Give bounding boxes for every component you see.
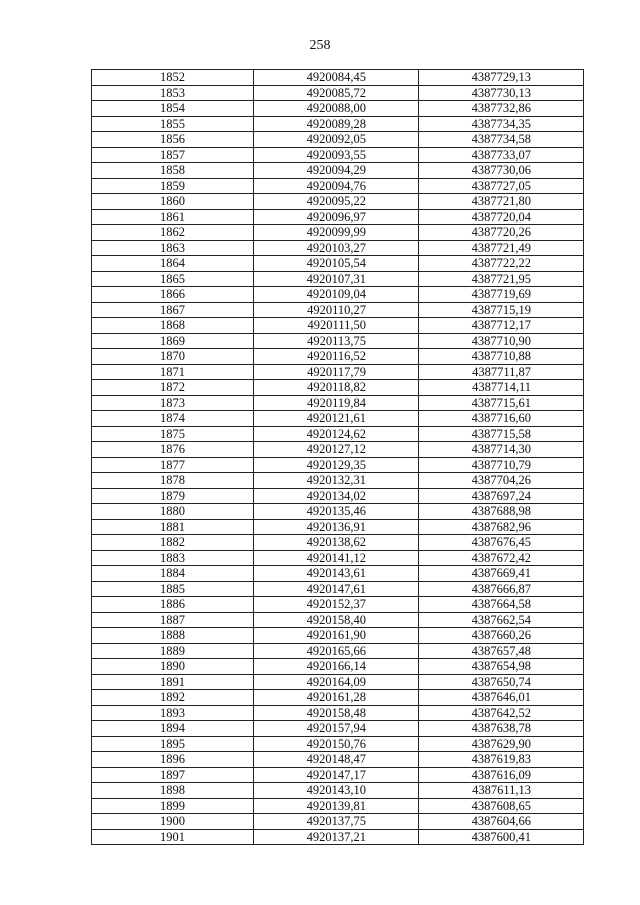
coordinates-table xyxy=(91,69,584,845)
y-coordinate-cell: 4387720,26 xyxy=(419,225,584,241)
point-number-cell: 1864 xyxy=(92,256,254,272)
y-coordinate-cell: 4387719,69 xyxy=(419,287,584,303)
y-coordinate-cell: 4387729,13 xyxy=(419,70,584,86)
point-number-cell: 1881 xyxy=(92,519,254,535)
x-coordinate-cell: 4920107,31 xyxy=(254,271,419,287)
point-number-cell: 1883 xyxy=(92,550,254,566)
point-number-cell: 1865 xyxy=(92,271,254,287)
point-number-cell: 1857 xyxy=(92,147,254,163)
point-number-cell: 1876 xyxy=(92,442,254,458)
x-coordinate-cell: 4920164,09 xyxy=(254,674,419,690)
x-coordinate-cell: 4920150,76 xyxy=(254,736,419,752)
x-coordinate-cell: 4920094,29 xyxy=(254,163,419,179)
x-coordinate-cell: 4920121,61 xyxy=(254,411,419,427)
x-coordinate-cell: 4920109,04 xyxy=(254,287,419,303)
y-coordinate-cell: 4387710,79 xyxy=(419,457,584,473)
table-row xyxy=(92,442,584,458)
x-coordinate-cell: 4920093,55 xyxy=(254,147,419,163)
point-number-cell: 1862 xyxy=(92,225,254,241)
x-coordinate-cell: 4920092,05 xyxy=(254,132,419,148)
x-coordinate-cell: 4920137,21 xyxy=(254,829,419,845)
x-coordinate-cell: 4920134,02 xyxy=(254,488,419,504)
point-number-cell: 1880 xyxy=(92,504,254,520)
table-row xyxy=(92,240,584,256)
table-row xyxy=(92,302,584,318)
point-number-cell: 1874 xyxy=(92,411,254,427)
point-number-cell: 1873 xyxy=(92,395,254,411)
point-number-cell: 1893 xyxy=(92,705,254,721)
y-coordinate-cell: 4387682,96 xyxy=(419,519,584,535)
y-coordinate-cell: 4387704,26 xyxy=(419,473,584,489)
point-number-cell: 1869 xyxy=(92,333,254,349)
page-number: 258 xyxy=(309,38,331,53)
point-number-cell: 1853 xyxy=(92,85,254,101)
x-coordinate-cell: 4920161,28 xyxy=(254,690,419,706)
y-coordinate-cell: 4387721,80 xyxy=(419,194,584,210)
y-coordinate-cell: 4387672,42 xyxy=(419,550,584,566)
y-coordinate-cell: 4387721,95 xyxy=(419,271,584,287)
y-coordinate-cell: 4387642,52 xyxy=(419,705,584,721)
y-coordinate-cell: 4387629,90 xyxy=(419,736,584,752)
point-number-cell: 1878 xyxy=(92,473,254,489)
table-row xyxy=(92,349,584,365)
y-coordinate-cell: 4387721,49 xyxy=(419,240,584,256)
point-number-cell: 1889 xyxy=(92,643,254,659)
x-coordinate-cell: 4920161,90 xyxy=(254,628,419,644)
x-coordinate-cell: 4920116,52 xyxy=(254,349,419,365)
y-coordinate-cell: 4387666,87 xyxy=(419,581,584,597)
table-row xyxy=(92,783,584,799)
table-row xyxy=(92,395,584,411)
x-coordinate-cell: 4920141,12 xyxy=(254,550,419,566)
x-coordinate-cell: 4920143,61 xyxy=(254,566,419,582)
x-coordinate-cell: 4920094,76 xyxy=(254,178,419,194)
y-coordinate-cell: 4387619,83 xyxy=(419,752,584,768)
y-coordinate-cell: 4387608,65 xyxy=(419,798,584,814)
y-coordinate-cell: 4387600,41 xyxy=(419,829,584,845)
x-coordinate-cell: 4920096,97 xyxy=(254,209,419,225)
table-row xyxy=(92,194,584,210)
y-coordinate-cell: 4387730,13 xyxy=(419,85,584,101)
x-coordinate-cell: 4920103,27 xyxy=(254,240,419,256)
table-row xyxy=(92,736,584,752)
point-number-cell: 1852 xyxy=(92,70,254,86)
y-coordinate-cell: 4387711,87 xyxy=(419,364,584,380)
table-row xyxy=(92,597,584,613)
x-coordinate-cell: 4920105,54 xyxy=(254,256,419,272)
table-row xyxy=(92,504,584,520)
y-coordinate-cell: 4387710,90 xyxy=(419,333,584,349)
x-coordinate-cell: 4920135,46 xyxy=(254,504,419,520)
point-number-cell: 1882 xyxy=(92,535,254,551)
table-row xyxy=(92,380,584,396)
y-coordinate-cell: 4387657,48 xyxy=(419,643,584,659)
x-coordinate-cell: 4920110,27 xyxy=(254,302,419,318)
point-number-cell: 1863 xyxy=(92,240,254,256)
point-number-cell: 1875 xyxy=(92,426,254,442)
table-row xyxy=(92,535,584,551)
table-row xyxy=(92,147,584,163)
point-number-cell: 1898 xyxy=(92,783,254,799)
x-coordinate-cell: 4920158,48 xyxy=(254,705,419,721)
table-row xyxy=(92,674,584,690)
y-coordinate-cell: 4387669,41 xyxy=(419,566,584,582)
y-coordinate-cell: 4387616,09 xyxy=(419,767,584,783)
table-row xyxy=(92,519,584,535)
table-row xyxy=(92,426,584,442)
point-number-cell: 1884 xyxy=(92,566,254,582)
table-row xyxy=(92,829,584,845)
y-coordinate-cell: 4387688,98 xyxy=(419,504,584,520)
x-coordinate-cell: 4920095,22 xyxy=(254,194,419,210)
point-number-cell: 1858 xyxy=(92,163,254,179)
table-row xyxy=(92,690,584,706)
table-row xyxy=(92,333,584,349)
y-coordinate-cell: 4387712,17 xyxy=(419,318,584,334)
point-number-cell: 1895 xyxy=(92,736,254,752)
table-row xyxy=(92,612,584,628)
x-coordinate-cell: 4920152,37 xyxy=(254,597,419,613)
table-row xyxy=(92,721,584,737)
y-coordinate-cell: 4387604,66 xyxy=(419,814,584,830)
x-coordinate-cell: 4920099,99 xyxy=(254,225,419,241)
x-coordinate-cell: 4920111,50 xyxy=(254,318,419,334)
x-coordinate-cell: 4920138,62 xyxy=(254,535,419,551)
table-row xyxy=(92,225,584,241)
y-coordinate-cell: 4387733,07 xyxy=(419,147,584,163)
y-coordinate-cell: 4387715,61 xyxy=(419,395,584,411)
point-number-cell: 1877 xyxy=(92,457,254,473)
table-row xyxy=(92,364,584,380)
point-number-cell: 1872 xyxy=(92,380,254,396)
x-coordinate-cell: 4920139,81 xyxy=(254,798,419,814)
table-row xyxy=(92,101,584,117)
table-row xyxy=(92,411,584,427)
table-row xyxy=(92,659,584,675)
x-coordinate-cell: 4920158,40 xyxy=(254,612,419,628)
table-row xyxy=(92,271,584,287)
point-number-cell: 1885 xyxy=(92,581,254,597)
table-row xyxy=(92,178,584,194)
y-coordinate-cell: 4387715,58 xyxy=(419,426,584,442)
y-coordinate-cell: 4387611,13 xyxy=(419,783,584,799)
table-row xyxy=(92,473,584,489)
x-coordinate-cell: 4920088,00 xyxy=(254,101,419,117)
point-number-cell: 1894 xyxy=(92,721,254,737)
y-coordinate-cell: 4387722,22 xyxy=(419,256,584,272)
y-coordinate-cell: 4387732,86 xyxy=(419,101,584,117)
point-number-cell: 1900 xyxy=(92,814,254,830)
table-row xyxy=(92,550,584,566)
y-coordinate-cell: 4387654,98 xyxy=(419,659,584,675)
point-number-cell: 1860 xyxy=(92,194,254,210)
table-row xyxy=(92,70,584,86)
x-coordinate-cell: 4920148,47 xyxy=(254,752,419,768)
table-row xyxy=(92,705,584,721)
x-coordinate-cell: 4920147,17 xyxy=(254,767,419,783)
point-number-cell: 1855 xyxy=(92,116,254,132)
point-number-cell: 1892 xyxy=(92,690,254,706)
point-number-cell: 1854 xyxy=(92,101,254,117)
x-coordinate-cell: 4920166,14 xyxy=(254,659,419,675)
point-number-cell: 1859 xyxy=(92,178,254,194)
y-coordinate-cell: 4387660,26 xyxy=(419,628,584,644)
point-number-cell: 1896 xyxy=(92,752,254,768)
point-number-cell: 1868 xyxy=(92,318,254,334)
point-number-cell: 1901 xyxy=(92,829,254,845)
y-coordinate-cell: 4387734,35 xyxy=(419,116,584,132)
point-number-cell: 1861 xyxy=(92,209,254,225)
x-coordinate-cell: 4920118,82 xyxy=(254,380,419,396)
y-coordinate-cell: 4387715,19 xyxy=(419,302,584,318)
y-coordinate-cell: 4387646,01 xyxy=(419,690,584,706)
table-row xyxy=(92,85,584,101)
y-coordinate-cell: 4387710,88 xyxy=(419,349,584,365)
table-row xyxy=(92,628,584,644)
point-number-cell: 1867 xyxy=(92,302,254,318)
y-coordinate-cell: 4387734,58 xyxy=(419,132,584,148)
x-coordinate-cell: 4920147,61 xyxy=(254,581,419,597)
y-coordinate-cell: 4387720,04 xyxy=(419,209,584,225)
x-coordinate-cell: 4920129,35 xyxy=(254,457,419,473)
x-coordinate-cell: 4920119,84 xyxy=(254,395,419,411)
x-coordinate-cell: 4920127,12 xyxy=(254,442,419,458)
point-number-cell: 1897 xyxy=(92,767,254,783)
point-number-cell: 1879 xyxy=(92,488,254,504)
table-row xyxy=(92,767,584,783)
table-row xyxy=(92,318,584,334)
y-coordinate-cell: 4387650,74 xyxy=(419,674,584,690)
table-row xyxy=(92,132,584,148)
table-row xyxy=(92,566,584,582)
table-row xyxy=(92,798,584,814)
table-row xyxy=(92,581,584,597)
table-row xyxy=(92,643,584,659)
y-coordinate-cell: 4387714,30 xyxy=(419,442,584,458)
table-row xyxy=(92,488,584,504)
x-coordinate-cell: 4920085,72 xyxy=(254,85,419,101)
x-coordinate-cell: 4920124,62 xyxy=(254,426,419,442)
y-coordinate-cell: 4387716,60 xyxy=(419,411,584,427)
x-coordinate-cell: 4920084,45 xyxy=(254,70,419,86)
x-coordinate-cell: 4920132,31 xyxy=(254,473,419,489)
table-row xyxy=(92,209,584,225)
y-coordinate-cell: 4387638,78 xyxy=(419,721,584,737)
point-number-cell: 1866 xyxy=(92,287,254,303)
x-coordinate-cell: 4920089,28 xyxy=(254,116,419,132)
point-number-cell: 1891 xyxy=(92,674,254,690)
y-coordinate-cell: 4387714,11 xyxy=(419,380,584,396)
x-coordinate-cell: 4920143,10 xyxy=(254,783,419,799)
table-row xyxy=(92,814,584,830)
table-row xyxy=(92,287,584,303)
y-coordinate-cell: 4387662,54 xyxy=(419,612,584,628)
y-coordinate-cell: 4387697,24 xyxy=(419,488,584,504)
coordinates-table-body xyxy=(92,70,584,845)
point-number-cell: 1871 xyxy=(92,364,254,380)
table-row xyxy=(92,116,584,132)
point-number-cell: 1887 xyxy=(92,612,254,628)
point-number-cell: 1886 xyxy=(92,597,254,613)
table-row xyxy=(92,457,584,473)
y-coordinate-cell: 4387727,05 xyxy=(419,178,584,194)
y-coordinate-cell: 4387730,06 xyxy=(419,163,584,179)
point-number-cell: 1856 xyxy=(92,132,254,148)
y-coordinate-cell: 4387664,58 xyxy=(419,597,584,613)
x-coordinate-cell: 4920157,94 xyxy=(254,721,419,737)
point-number-cell: 1870 xyxy=(92,349,254,365)
table-row xyxy=(92,256,584,272)
table-row xyxy=(92,163,584,179)
x-coordinate-cell: 4920113,75 xyxy=(254,333,419,349)
point-number-cell: 1899 xyxy=(92,798,254,814)
x-coordinate-cell: 4920117,79 xyxy=(254,364,419,380)
y-coordinate-cell: 4387676,45 xyxy=(419,535,584,551)
point-number-cell: 1888 xyxy=(92,628,254,644)
point-number-cell: 1890 xyxy=(92,659,254,675)
x-coordinate-cell: 4920165,66 xyxy=(254,643,419,659)
x-coordinate-cell: 4920136,91 xyxy=(254,519,419,535)
x-coordinate-cell: 4920137,75 xyxy=(254,814,419,830)
table-row xyxy=(92,752,584,768)
